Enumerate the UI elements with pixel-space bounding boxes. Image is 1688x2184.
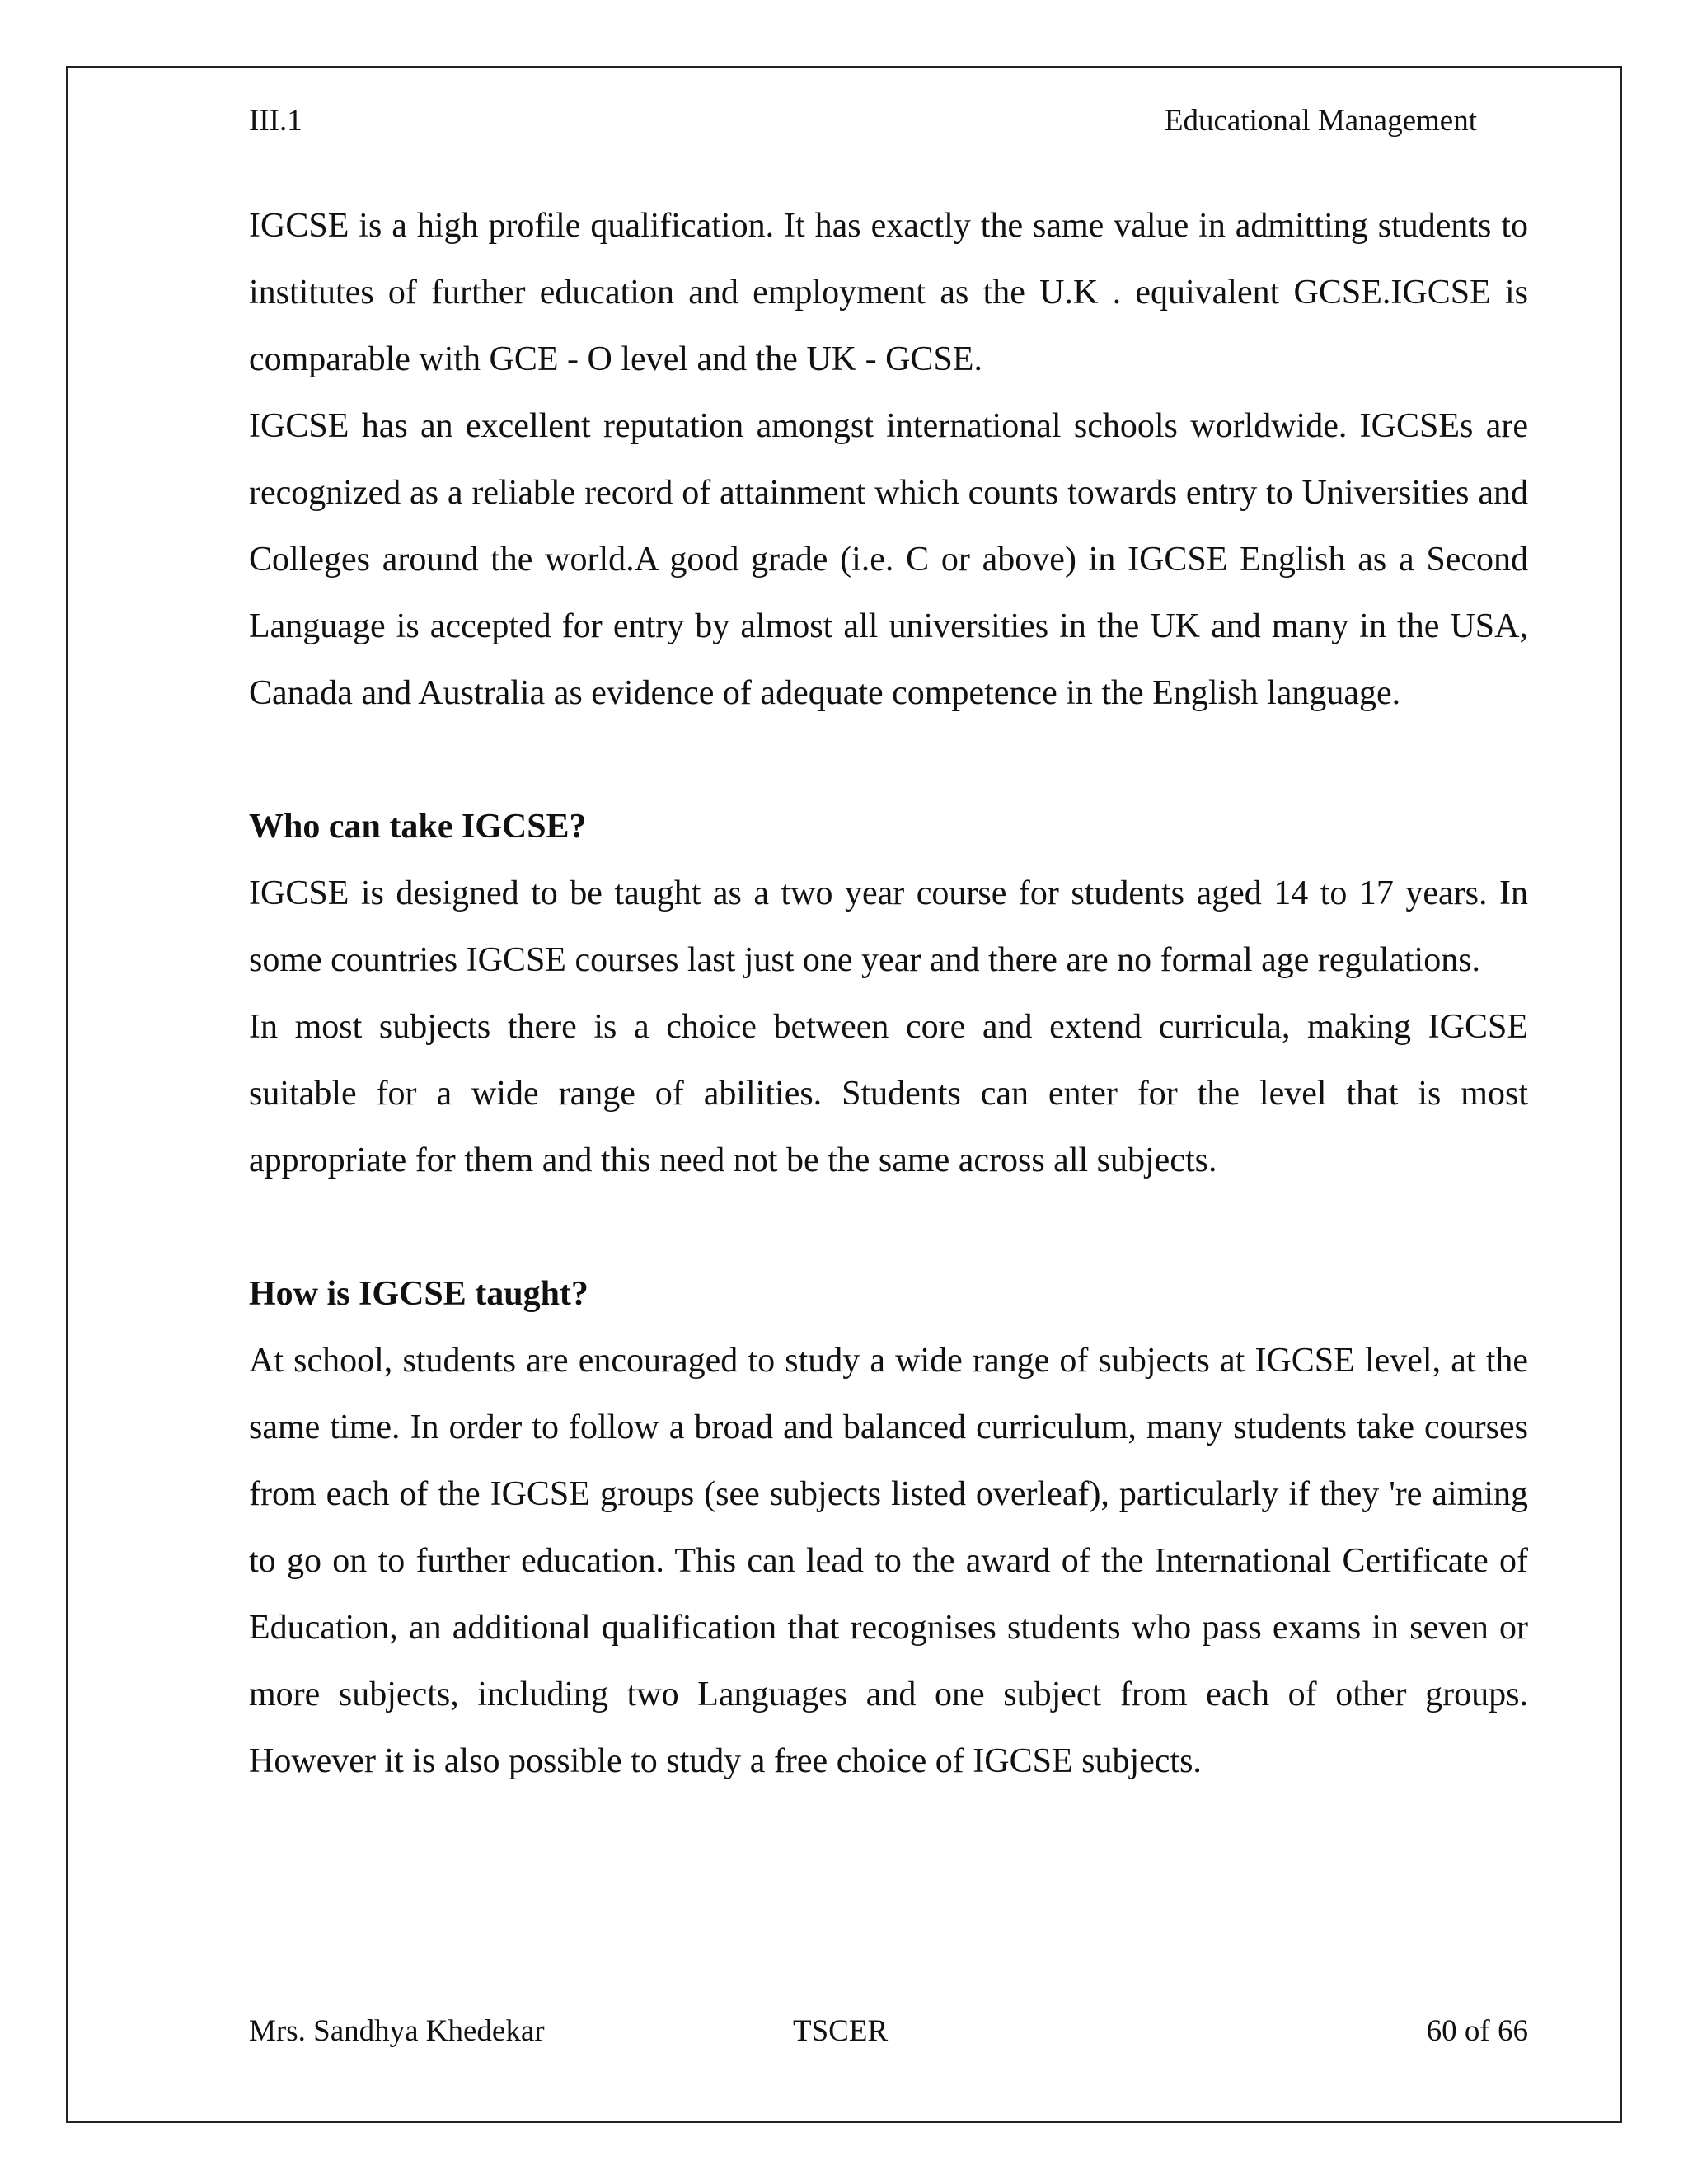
paragraph-how-taught: At school, students are encouraged to study a wide range of subjects at IGCSE level, at the same time. In order to follow a broad and balanced curriculum, many students take courses from each of the IGCSE groups (see subjects listed overleaf), particularly if they 're aiming to go on to further education. This can lead to the award of the International Certificate of Education, an additional qualification that recognises students who pass exams in seven or more subjects, including two Languages and one subject from each of other groups. However it is also possible to study a free choice of IGCSE subjects. bbox=[249, 1342, 1528, 1780]
heading-who-can-take: Who can take IGCSE? bbox=[249, 808, 587, 846]
heading-how-taught: How is IGCSE taught? bbox=[249, 1275, 588, 1313]
page-body bbox=[249, 193, 1528, 1795]
spacer bbox=[249, 1194, 1528, 1261]
header-title: Educational Management bbox=[1164, 104, 1477, 138]
paragraph-course-duration: IGCSE is designed to be taught as a two year course for students aged 14 to 17 years. In some countries IGCSE courses last just one year and there are no formal age regulations. bbox=[249, 874, 1528, 979]
spacer bbox=[249, 727, 1528, 794]
footer-institution: TSCER bbox=[793, 2014, 889, 2048]
page-header bbox=[249, 101, 1477, 142]
paragraph-curricula-choice: In most subjects there is a choice between core and extend curricula, making IGCSE suitable for a wide range of abilities. Students can enter for the level that is most appropriate for them and this need not be the same across all subjects. bbox=[249, 1008, 1528, 1179]
header-section-number: III.1 bbox=[249, 104, 302, 138]
paragraph-igcse-reputation: IGCSE has an excellent reputation amongst international schools worldwide. IGCSEs are recognized as a reliable record of attainment which counts towards entry to Universities and Colleges around the world.A good grade (i.e. C or above) in IGCSE English as a Second Language is accepted for entry by almost all universities in the UK and many in the USA, Canada and Australia as evidence of adequate competence in the English language. bbox=[249, 407, 1528, 712]
footer-page-number: 60 of 66 bbox=[1426, 2014, 1528, 2048]
page-footer bbox=[249, 2011, 1528, 2052]
footer-author: Mrs. Sandhya Khedekar bbox=[249, 2014, 545, 2048]
paragraph-igcse-qualification: IGCSE is a high profile qualification. It has exactly the same value in admitting students to institutes of further education and employment as the U.K . equivalent GCSE.IGCSE is comparable with GCE - O level and the UK - GCSE. bbox=[249, 207, 1528, 378]
